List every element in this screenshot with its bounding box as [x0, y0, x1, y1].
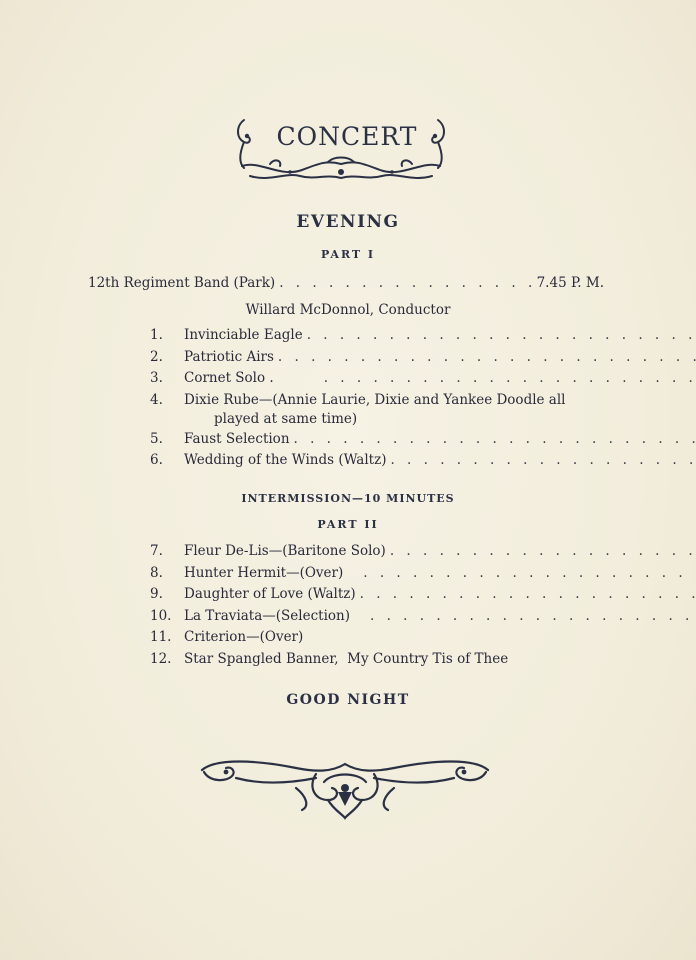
item-title: La Traviata—(Selection) — [184, 607, 350, 624]
band-line — [88, 275, 604, 291]
item-number: 1. — [150, 327, 163, 343]
footer-scroll-ornament — [196, 752, 494, 822]
program-item — [150, 541, 604, 563]
start-time: 7.45 P. M. — [536, 275, 604, 291]
item-title: Invinciable Eagle — [184, 327, 303, 343]
program-item — [150, 325, 604, 347]
item-number: 4. — [150, 391, 163, 408]
item-number: 5. — [150, 430, 163, 447]
part-one-heading: PART I — [320, 248, 376, 261]
program-item — [150, 347, 604, 369]
item-title: Cornet Solo . — [184, 370, 274, 386]
program-item — [150, 450, 604, 472]
leader-dots — [363, 563, 696, 585]
item-number: 12. — [150, 650, 172, 667]
item-number: 7. — [150, 543, 163, 559]
conductor-line: Willard McDonnol, Conductor — [245, 302, 451, 318]
leader-dots — [307, 325, 696, 347]
program-item — [150, 390, 604, 429]
item-title: Hunter Hermit—(Over) — [184, 564, 344, 581]
leader-dots — [370, 606, 696, 628]
leader-dots — [390, 450, 696, 472]
program-item — [150, 584, 604, 606]
part-two-list — [150, 541, 604, 670]
item-number: 6. — [150, 452, 163, 468]
leader-dots — [294, 429, 696, 451]
program-item — [150, 649, 604, 671]
item-title: Faust Selection — [184, 430, 290, 447]
item-title: Fleur De-Lis—(Baritone Solo) — [184, 543, 386, 559]
item-title: Criterion—(Over) — [184, 629, 304, 645]
item-number: 10. — [150, 607, 172, 624]
item-number: 11. — [150, 629, 172, 645]
concert-title: CONCERT — [276, 122, 418, 151]
item-number: 8. — [150, 564, 163, 581]
program-item — [150, 429, 604, 451]
leader-dots — [360, 584, 696, 606]
leader-dots — [324, 368, 696, 390]
item-number: 3. — [150, 370, 163, 386]
intermission-heading: INTERMISSION—10 MINUTES — [241, 492, 455, 505]
item-title: Patriotic Airs — [184, 348, 274, 365]
item-number: 9. — [150, 586, 163, 602]
program-item — [150, 368, 604, 390]
leader-dots — [279, 275, 532, 291]
item-title-continued: played at same time) — [214, 410, 358, 427]
evening-heading: EVENING — [296, 212, 400, 232]
program-item — [150, 563, 604, 585]
good-night-heading: GOOD NIGHT — [286, 692, 410, 708]
item-title: Star Spangled Banner, My Country Tis of Thee — [184, 650, 509, 667]
program-item — [150, 606, 604, 628]
part-one-list — [150, 325, 604, 472]
band-name: 12th Regiment Band (Park) — [88, 275, 276, 291]
item-number: 2. — [150, 348, 163, 365]
leader-dots — [390, 541, 696, 563]
item-title: Daughter of Love (Waltz) — [184, 586, 356, 602]
part-two-heading: PART II — [317, 518, 379, 531]
program-item — [150, 627, 604, 649]
item-title: Wedding of the Winds (Waltz) — [184, 452, 387, 468]
item-title: Dixie Rube—(Annie Laurie, Dixie and Yankee Doodle all — [184, 391, 566, 408]
leader-dots — [278, 347, 696, 369]
